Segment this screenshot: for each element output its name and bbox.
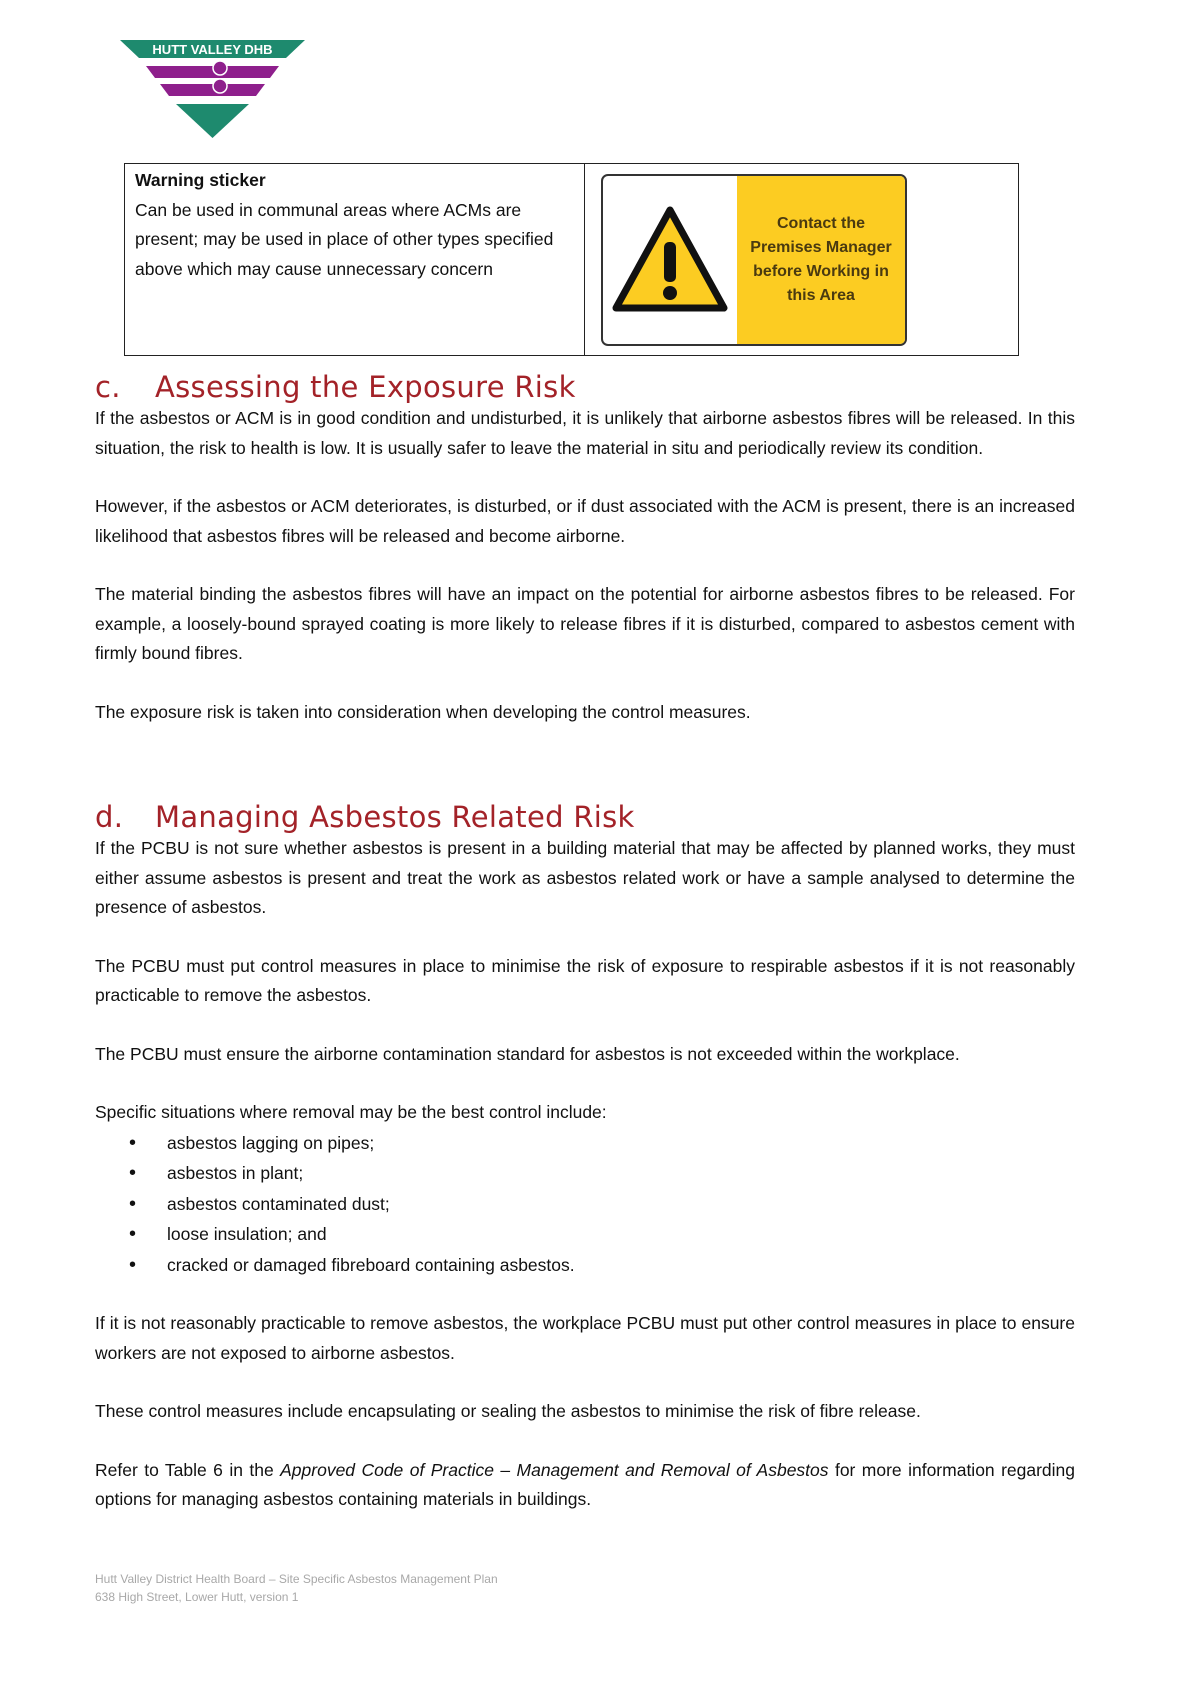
section-d-heading: d. Managing Asbestos Related Risk xyxy=(95,800,635,834)
paragraph: The material binding the asbestos fibres will have an impact on the potential for airborne asbestos fibres to be released. For example, a loosely-bound sprayed coating is more likely to release fibres if it is disturbed, compared to asbestos cement with firmly bound fibres. xyxy=(95,584,1075,663)
paragraph: If the asbestos or ACM is in good condition and undisturbed, it is unlikely that airborne asbestos fibres will be released. In this situation, the risk to health is low. It is usually safer to leave the material in situ and periodically review its condition. xyxy=(95,408,1075,458)
footer-line-1: Hutt Valley District Health Board – Site Specific Asbestos Management Plan xyxy=(95,1572,498,1586)
paragraph: The PCBU must ensure the airborne contamination standard for asbestos is not exceeded within the workplace. xyxy=(95,1043,960,1064)
reference-paragraph: Refer to Table 6 in the Approved Code of Practice – Management and Removal of Asbestos for more information regarding options for managing asbestos containing materials in buildings. xyxy=(95,1459,1076,1509)
section-c-heading: c. Assessing the Exposure Risk xyxy=(95,370,576,404)
paragraph: However, if the asbestos or ACM deteriorates, is disturbed, or if dust associated with the ACM is present, there is an increased likelihood that asbestos fibres will be released and become airborne. xyxy=(95,496,1075,546)
removal-situations-list xyxy=(95,1128,1075,1281)
hutt-valley-dhb-logo xyxy=(120,40,305,140)
paragraph: These control measures include encapsulating or sealing the asbestos to minimise the risk of fibre release. xyxy=(95,1401,921,1421)
list-item: • cracked or damaged fibreboard containing asbestos. xyxy=(95,1250,1075,1281)
list-item: • loose insulation; and xyxy=(95,1219,1075,1250)
svg-text:HUTT VALLEY DHB: HUTT VALLEY DHB xyxy=(152,42,273,57)
sticker-description: Can be used in communal areas where ACMs are present; may be used in place of other types specified above which may cause unnecessary concern xyxy=(135,199,554,279)
footer-line-2: 638 High Street, Lower Hutt, version 1 xyxy=(95,1590,299,1604)
paragraph: Specific situations where removal may be the best control include: xyxy=(95,1102,607,1122)
list-item: • asbestos lagging on pipes; xyxy=(95,1128,1075,1159)
warning-triangle-icon xyxy=(611,204,729,316)
paragraph: The exposure risk is taken into consideration when developing the control measures. xyxy=(95,701,751,722)
warning-sign xyxy=(601,174,907,346)
sticker-title: Warning sticker xyxy=(135,170,266,190)
sticker-image-cell xyxy=(585,164,1018,355)
reference-title: Approved Code of Practice – Management and Removal of Asbestos xyxy=(280,1459,829,1480)
paragraph: If it is not reasonably practicable to remove asbestos, the workplace PCBU must put other control measures in place to ensure workers are not exposed to airborne asbestos. xyxy=(95,1313,1075,1363)
paragraph: The PCBU must put control measures in place to minimise the risk of exposure to respirable asbestos if it is not reasonably practicable to remove the asbestos. xyxy=(95,955,1075,1005)
list-item: • asbestos contaminated dust; xyxy=(95,1189,1075,1220)
page-footer xyxy=(95,1570,498,1606)
section-d xyxy=(95,800,1075,1515)
warning-sticker-table xyxy=(124,163,1019,356)
sign-message: Contact the Premises Manager before Working in this Area xyxy=(737,176,905,344)
sticker-description-cell xyxy=(125,164,585,355)
list-item: • asbestos in plant; xyxy=(95,1158,1075,1189)
section-c xyxy=(95,370,1075,727)
paragraph: If the PCBU is not sure whether asbestos is present in a building material that may be affected by planned works, they must either assume asbestos is present and treat the work as asbestos related work or have a sample analysed to determine the presence of asbestos. xyxy=(95,838,1075,917)
